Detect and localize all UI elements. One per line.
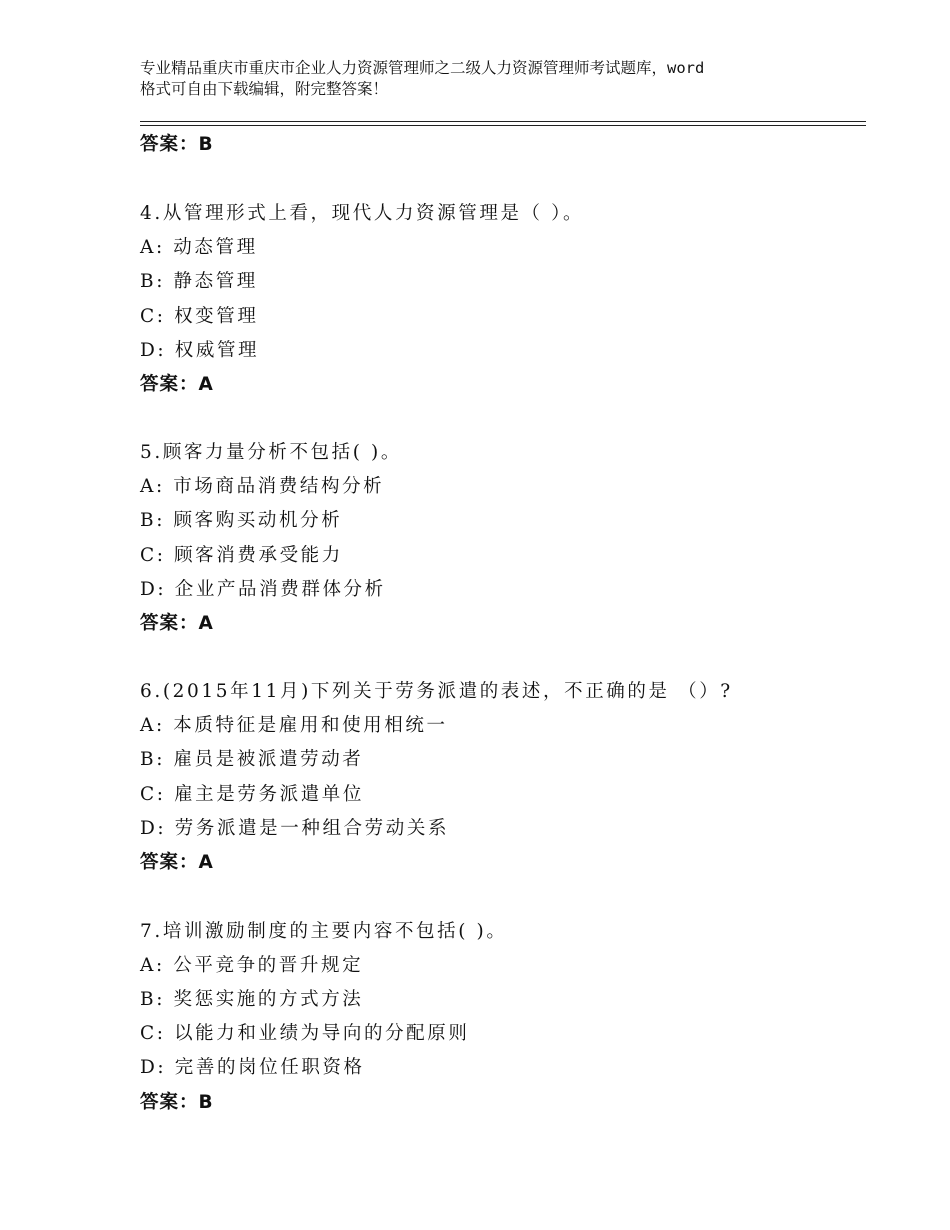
question-5-option-c: C: 顾客消费承受能力 [140, 545, 343, 566]
question-6-option-b: B: 雇员是被派遣劳动者 [140, 749, 364, 770]
document-header [140, 58, 840, 100]
question-4-stem: 4.从管理形式上看，现代人力资源管理是（ ）。 [140, 203, 585, 224]
question-4-option-b: B: 静态管理 [140, 271, 258, 292]
question-6-answer: 答案：A [140, 852, 214, 873]
question-7-option-c: C: 以能力和业绩为导向的分配原则 [140, 1023, 470, 1044]
question-6-option-d: D: 劳务派遣是一种组合劳动关系 [140, 818, 450, 839]
answer-previous: 答案：B [140, 134, 214, 155]
question-5-option-b: B: 顾客购买动机分析 [140, 510, 343, 531]
question-5-answer: 答案：A [140, 613, 214, 634]
question-7-option-a: A: 公平竞争的晋升规定 [140, 955, 364, 976]
question-4-option-c: C: 权变管理 [140, 306, 259, 327]
question-5-option-d: D: 企业产品消费群体分析 [140, 579, 386, 600]
question-7-option-b: B: 奖惩实施的方式方法 [140, 989, 364, 1010]
question-6-stem: 6.(2015年11月)下列关于劳务派遣的表述，不正确的是 （）? [140, 681, 733, 702]
question-5-stem: 5.顾客力量分析不包括( )。 [140, 442, 402, 463]
header-line-1: 专业精品重庆市重庆市企业人力资源管理师之二级人力资源管理师考试题库，word [140, 59, 705, 77]
question-7-stem: 7.培训激励制度的主要内容不包括( )。 [140, 921, 508, 942]
header-divider [140, 121, 866, 126]
question-7-answer: 答案：B [140, 1092, 214, 1113]
question-4-option-a: A: 动态管理 [140, 237, 258, 258]
question-6-option-a: A: 本质特征是雇用和使用相统一 [140, 715, 448, 736]
question-5-option-a: A: 市场商品消费结构分析 [140, 476, 385, 497]
question-4-option-d: D: 权威管理 [140, 340, 260, 361]
question-7-option-d: D: 完善的岗位任职资格 [140, 1057, 365, 1078]
question-6-option-c: C: 雇主是劳务派遣单位 [140, 784, 364, 805]
question-4-answer: 答案：A [140, 374, 214, 395]
header-line-2: 格式可自由下载编辑，附完整答案！ [140, 80, 389, 98]
